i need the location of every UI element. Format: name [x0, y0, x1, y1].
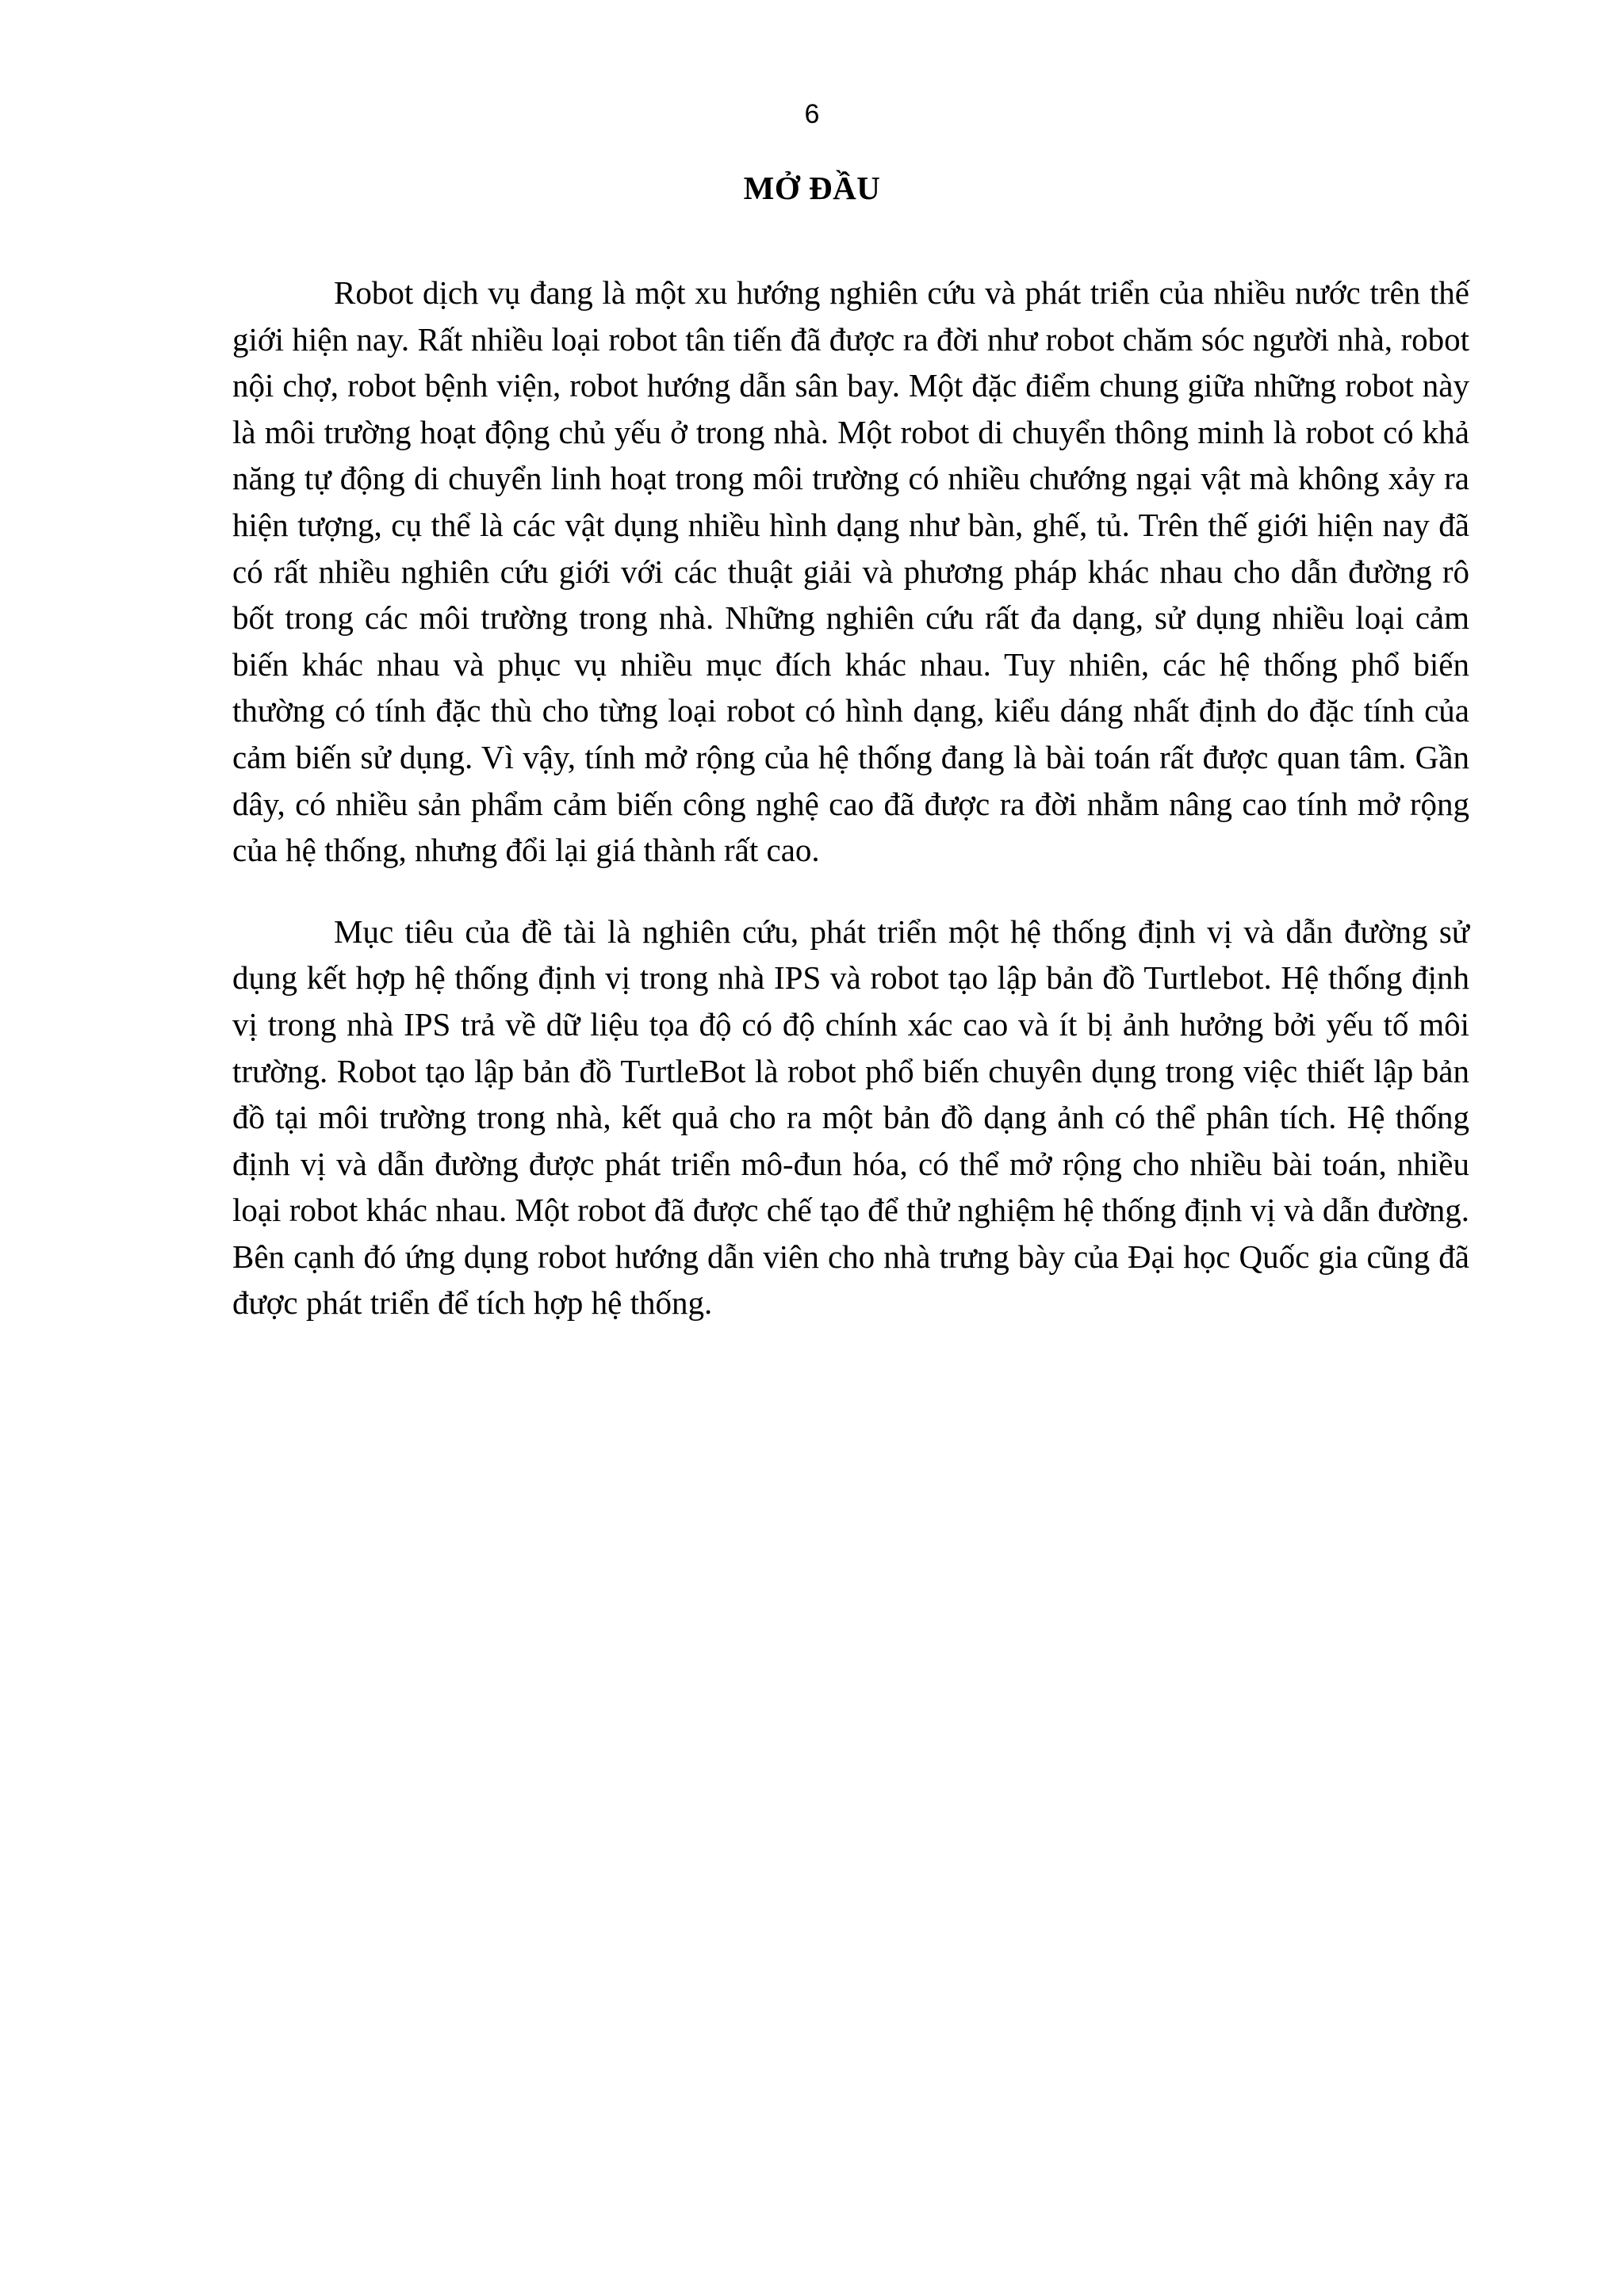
page-number: 6	[804, 99, 820, 129]
document-body	[232, 270, 1469, 1326]
page-heading: MỞ ĐẦU	[743, 170, 881, 206]
paragraph-objective: Mục tiêu của đề tài là nghiên cứu, phát triển một hệ thống định vị và dẫn đường sử dụng kết hợp hệ thống định vị trong nhà IPS và robot tạo lập bản đồ Turtlebot. Hệ thống định vị trong nhà IPS trả về dữ liệu tọa độ có độ chính xác cao và ít bị ảnh hưởng bởi yếu tố môi trường. Robot tạo lập bản đồ TurtleBot là robot phổ biến chuyên dụng trong việc thiết lập bản đồ tại môi trường trong nhà, kết quả cho ra một bản đồ dạng ảnh có thể phân tích. Hệ thống định vị và dẫn đường được phát triển mô-đun hóa, có thể mở rộng cho nhiều bài toán, nhiều loại robot khác nhau. Một robot đã được chế tạo để thử nghiệm hệ thống định vị và dẫn đường. Bên cạnh đó ứng dụng robot hướng dẫn viên cho nhà trưng bày của Đại học Quốc gia cũng đã được phát triển để tích hợp hệ thống.	[232, 913, 1469, 1322]
paragraph-intro: Robot dịch vụ đang là một xu hướng nghiên cứu và phát triển của nhiều nước trên thế giới hiện nay. Rất nhiều loại robot tân tiến đã được ra đời như robot chăm sóc người nhà, robot nội chợ, robot bệnh viện, robot hướng dẫn sân bay. Một đặc điểm chung giữa những robot này là môi trường hoạt động chủ yếu ở trong nhà. Một robot di chuyển thông minh là robot có khả năng tự động di chuyển linh hoạt trong môi trường có nhiều chướng ngại vật mà không xảy ra hiện tượng, cụ thể là các vật dụng nhiều hình dạng như bàn, ghế, tủ. Trên thế giới hiện nay đã có rất nhiều nghiên cứu giới với các thuật giải và phương pháp khác nhau cho dẫn đường rô bốt trong các môi trường trong nhà. Những nghiên cứu rất đa dạng, sử dụng nhiều loại cảm biến khác nhau và phục vụ nhiều mục đích khác nhau. Tuy nhiên, các hệ thống phổ biến thường có tính đặc thù cho từng loại robot có hình dạng, kiểu dáng nhất định do đặc tính của cảm biến sử dụng. Vì vậy, tính mở rộng của hệ thống đang là bài toán rất được quan tâm. Gần dây, có nhiều sản phẩm cảm biến công nghệ cao đã được ra đời nhằm nâng cao tính mở rộng của hệ thống, nhưng đổi lại giá thành rất cao.	[232, 274, 1469, 869]
